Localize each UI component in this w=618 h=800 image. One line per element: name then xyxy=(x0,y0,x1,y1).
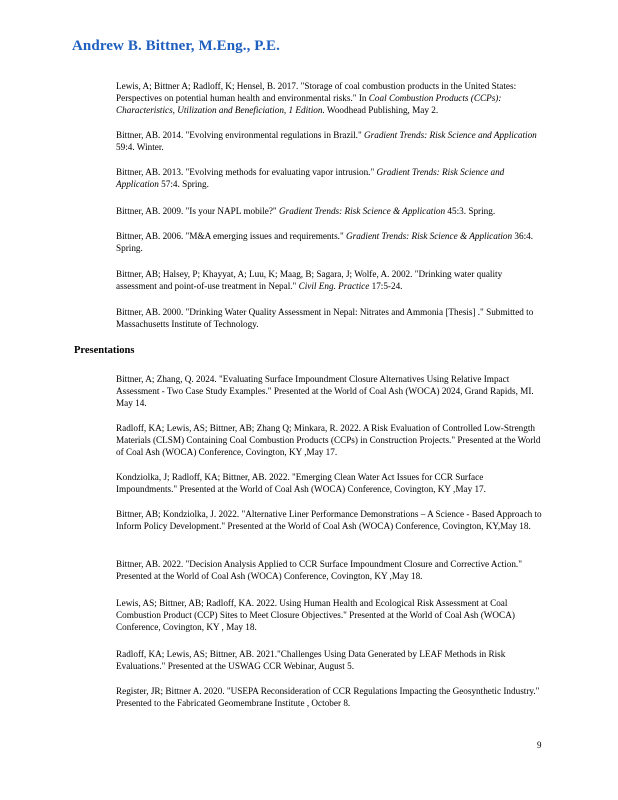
author-header: Andrew B. Bittner, M.Eng., P.E. xyxy=(72,38,280,54)
publication-entry: Bittner, AB. 2006. "M&A emerging issues and requirements." Gradient Trends: Risk Science & Application 36:4. Spring. xyxy=(116,231,534,254)
presentation-entry: Kondziolka, J; Radloff, KA; Bittner, AB. 2022. "Emerging Clean Water Act Issues for CCR Surface Impoundments." Presented at the World of Coal Ash (WOCA) Conference, Covington, KY ,May 17. xyxy=(116,472,486,495)
presentation-entry: Bittner, A; Zhang, Q. 2024. "Evaluating Surface Impoundment Closure Alternatives Using Relative Impact Assessment - Two Case Study Examples." Presented at the World of Coal Ash (WOCA) 2024, Grand Rapids, MI. May 14. xyxy=(116,374,534,409)
publication-entry: Bittner, AB. 2013. "Evolving methods for evaluating vapor intrusion." Gradient Trends: Risk Science and Application 57:4. Spring. xyxy=(116,167,505,190)
publication-entry: Bittner, AB. 2009. "Is your NAPL mobile?" Gradient Trends: Risk Science & Application 45:3. Spring. xyxy=(116,206,496,216)
presentation-entry: Bittner, AB. 2022. "Decision Analysis Applied to CCR Surface Impoundment Closure and Corrective Action." Presented at the World of Coal Ash (WOCA) Conference, Covington, KY ,May 18. xyxy=(116,559,522,582)
presentations-heading: Presentations xyxy=(74,345,135,356)
presentation-entry: Radloff, KA; Lewis, AS; Bittner, AB. 2021."Challenges Using Data Generated by LEAF Methods in Risk Evaluations." Presented at the USWAG CCR Webinar, August 5. xyxy=(116,649,506,672)
publication-entry: Lewis, A; Bittner A; Radloff, K; Hensel, B. 2017. "Storage of coal combustion products in the United States: Perspectives on potential human health and environmental risks." In Coal Combustion Products (CCPs): Characteristics, Utilization and Beneficiation, 1 Edition. Woodhead Publishing, May 2. xyxy=(116,81,517,116)
publication-entry: Bittner, AB. 2000. "Drinking Water Quality Assessment in Nepal: Nitrates and Ammonia [Thesis] ." Submitted to Massachusetts Institute of Technology. xyxy=(116,307,534,330)
page-number: 9 xyxy=(537,740,542,750)
publication-entry: Bittner, AB. 2014. "Evolving environmental regulations in Brazil." Gradient Trends: Risk Science and Application 59:4. Winter. xyxy=(116,130,537,153)
publication-entry: Bittner, AB; Halsey, P; Khayyat, A; Luu, K; Maag, B; Sagara, J; Wolfe, A. 2002. "Drinking water quality assessment and point-of-use treatment in Nepal." Civil Eng. Practice 17:5-24. xyxy=(116,269,503,292)
presentation-entry: Bittner, AB; Kondziolka, J. 2022. "Alternative Liner Performance Demonstrations – A Science - Based Approach to Inform Policy Development." Presented at the World of Coal Ash (WOCA) Conference, Covington, KY,May 18. xyxy=(116,509,542,532)
presentation-entry: Register, JR; Bittner A. 2020. "USEPA Reconsideration of CCR Regulations Impacting the Geosynthetic Industry." Presented to the Fabricated Geomembrane Institute , October 8. xyxy=(116,686,540,709)
presentation-entry: Radloff, KA; Lewis, AS; Bittner, AB; Zhang Q; Minkara, R. 2022. A Risk Evaluation of Controlled Low-Strength Materials (CLSM) Containing Coal Combustion Products (CCPs) in Construction Projects." Presented at the World of Coal Ash (WOCA) Conference, Covington, KY ,May 17. xyxy=(116,423,541,458)
presentation-entry: Lewis, AS; Bittner, AB; Radloff, KA. 2022. Using Human Health and Ecological Risk Assessment at Coal Combustion Product (CCP) Sites to Meet Closure Objectives." Presented at the World of Coal Ash (WOCA) Conference, Covington, KY , May 18. xyxy=(116,598,515,633)
